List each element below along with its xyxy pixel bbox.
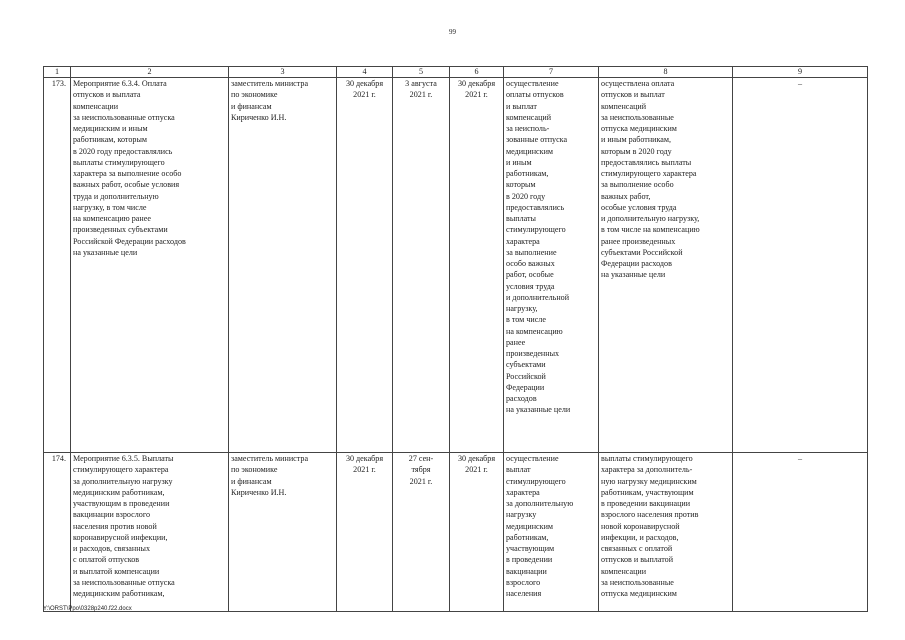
actual-date [393, 453, 450, 612]
text-line: стимулирующего [506, 225, 566, 235]
text-line: отпуска медицинским [601, 589, 677, 598]
text-line: 27 сен- [408, 454, 434, 463]
text-line: труда и дополнительную [73, 191, 159, 201]
deadline-date [450, 453, 504, 612]
text-line: Российской [506, 371, 546, 381]
text-line: и дополнительной [506, 292, 570, 302]
note: – [733, 78, 868, 453]
text-line: новой коронавирусной [601, 521, 680, 531]
text-line: предоставлялись выплаты [601, 157, 692, 167]
text-line: в проведении [506, 555, 553, 565]
row-number: 174. [44, 453, 71, 612]
text-line: произведенных [506, 349, 560, 358]
text-line: взрослого [506, 577, 541, 587]
text-line: работ, особые [506, 270, 554, 280]
text-line: характера [506, 487, 540, 497]
text-line: в том числе [506, 315, 546, 325]
column-number: 9 [733, 67, 868, 78]
text-line: работникам, которым [73, 135, 148, 145]
text-line: осуществление [506, 79, 559, 88]
text-line: 30 декабря [345, 454, 384, 463]
text-line: в проведении вакцинации [601, 499, 691, 508]
text-line: характера [506, 236, 540, 246]
planned-date [337, 453, 393, 612]
note: – [733, 453, 868, 612]
text-line: нагрузку, [506, 304, 538, 313]
column-number: 1 [44, 67, 71, 78]
text-line: участвующим [506, 544, 555, 553]
text-line: вакцинации [506, 566, 547, 576]
text-line: и дополнительную нагрузку, [601, 214, 700, 223]
text-line: за неиспользованные [601, 577, 674, 587]
text-line: компенсации [601, 566, 647, 576]
text-line: 2021 г. [465, 90, 488, 100]
text-line: в том числе на компенсацию [601, 225, 700, 235]
text-line: на компенсацию [506, 326, 563, 336]
page-number: 99 [449, 28, 456, 36]
text-line: которым [506, 180, 536, 190]
text-line: взрослого населения против [601, 510, 699, 520]
text-line: по экономике [231, 90, 278, 100]
text-line: медицинским [506, 146, 554, 156]
file-path-footer: Y:\ORST\Ppo\0328p240.f22.docx [43, 606, 132, 612]
text-line: ранее [506, 337, 526, 347]
text-line: субъектами [506, 360, 546, 370]
text-line: произведенных субъектами [73, 225, 168, 235]
measure-description [71, 78, 229, 453]
text-line: Мероприятие 6.3.4. Оплата [73, 79, 167, 88]
text-line: Кириченко И.Н. [231, 487, 287, 497]
text-line: 2021 г. [353, 465, 376, 475]
planned-date [337, 78, 393, 453]
text-line: выплаты [506, 214, 536, 223]
text-line: заместитель министра [231, 79, 309, 88]
text-line: вакцинации взрослого [73, 510, 151, 520]
text-line: по экономике [231, 465, 278, 475]
text-line: характера за дополнитель- [601, 465, 693, 475]
text-line: важных работ, [601, 191, 651, 201]
text-line: Федерации [506, 382, 545, 392]
text-line: за неиспользованные [601, 112, 674, 122]
text-line: осуществление [506, 454, 559, 463]
measures-table [43, 66, 868, 612]
text-line: медицинским [506, 521, 554, 531]
text-line: участвующим в проведении [73, 499, 170, 508]
text-line: на указанные цели [73, 247, 138, 257]
text-line: выплат [506, 465, 531, 475]
table-row [44, 78, 868, 453]
text-line: ранее произведенных [601, 236, 676, 246]
text-line: с оплатой отпусков [73, 555, 140, 565]
text-line: работникам, участвующим [601, 487, 694, 497]
text-line: на указанные цели [601, 270, 666, 280]
text-line: и иным работникам, [601, 135, 672, 145]
text-line: отпуска медицинским [601, 124, 677, 133]
text-line: компенсации [73, 101, 119, 111]
text-line: за неисполь- [506, 124, 550, 133]
table-row [44, 453, 868, 612]
text-line: на указанные цели [506, 405, 571, 415]
text-line: 2021 г. [353, 90, 376, 100]
text-line: за неиспользованные отпуска [73, 577, 175, 587]
text-line: и выплат [506, 101, 537, 111]
text-line: предоставлялись [506, 202, 565, 212]
text-line: и финансам [231, 101, 272, 111]
text-line: стимулирующего характера [73, 465, 169, 475]
column-number: 4 [337, 67, 393, 78]
text-line: Федерации расходов [601, 259, 672, 268]
text-line: отпусков и выплатой [601, 555, 674, 565]
text-line: ную нагрузку медицинским [601, 476, 697, 486]
actual-result [599, 78, 733, 453]
text-line: за дополнительную [506, 499, 574, 508]
text-line: 30 декабря [345, 79, 384, 88]
text-line: компенсаций [601, 101, 647, 111]
column-number: 3 [229, 67, 337, 78]
text-line: субъектами Российской [601, 247, 683, 257]
text-line: нагрузку [506, 510, 537, 520]
text-line: 2021 г. [465, 465, 488, 475]
text-line: и расходов, связанных [73, 544, 151, 553]
text-line: и финансам [231, 476, 272, 486]
text-line: связанных с оплатой [601, 544, 673, 553]
expected-result [504, 453, 599, 612]
text-line: выплаты стимулирующего [73, 157, 165, 167]
column-number: 5 [393, 67, 450, 78]
expected-result [504, 78, 599, 453]
text-line: стимулирующего характера [601, 169, 697, 178]
text-line: выплаты стимулирующего [601, 454, 693, 463]
text-line: Кириченко И.Н. [231, 112, 287, 122]
text-line: Российской Федерации расходов [73, 236, 186, 246]
text-line: за выполнение особо [601, 180, 674, 190]
text-line: осуществлена оплата [601, 79, 675, 88]
text-line: за дополнительную нагрузку [73, 476, 173, 486]
text-line: медицинским работникам, [73, 487, 165, 497]
actual-result [599, 453, 733, 612]
text-line: условия труда [506, 281, 555, 291]
deadline-date [450, 78, 504, 453]
text-line: и выплатой компенсации [73, 566, 160, 576]
text-line: оплаты отпусков [506, 90, 564, 100]
column-number: 6 [450, 67, 504, 78]
text-line: работникам, [506, 532, 549, 542]
measure-description [71, 453, 229, 612]
column-number: 8 [599, 67, 733, 78]
responsible-person [229, 453, 337, 612]
column-number: 2 [71, 67, 229, 78]
text-line: нагрузку, в том числе [73, 202, 147, 212]
text-line: 2021 г. [409, 90, 433, 100]
text-line: заместитель министра [231, 454, 309, 463]
column-number: 7 [504, 67, 599, 78]
text-line: 3 августа [405, 79, 437, 88]
text-line: медицинским работникам, [73, 589, 165, 598]
text-line: инфекции, и расходов, [601, 532, 679, 542]
text-line: зованные отпуска [506, 135, 568, 145]
text-line: 2021 г. [409, 476, 433, 486]
text-line: важных работ, особые условия [73, 180, 180, 190]
row-number: 173. [44, 78, 71, 453]
text-line: особо важных [506, 259, 555, 268]
text-line: характера за выполнение особо [73, 169, 182, 178]
text-line: населения [506, 589, 542, 598]
text-line: 30 декабря [457, 454, 496, 463]
text-line: на компенсацию ранее [73, 214, 151, 223]
text-line: медицинским и иным [73, 124, 148, 133]
text-line: работникам, [506, 169, 549, 178]
text-line: коронавирусной инфекции, [73, 532, 168, 542]
text-line: стимулирующего [506, 476, 566, 486]
text-line: которым в 2020 году [601, 146, 672, 156]
text-line: тября [411, 465, 431, 475]
text-line: за неиспользованные отпуска [73, 112, 175, 122]
text-line: и иным [506, 157, 532, 167]
text-line: в 2020 году [506, 191, 546, 201]
text-line: компенсаций [506, 112, 552, 122]
text-line: за выполнение [506, 247, 557, 257]
text-line: отпусков и выплата [73, 90, 141, 100]
header-row [44, 67, 868, 78]
actual-date [393, 78, 450, 453]
text-line: отпусков и выплат [601, 90, 665, 100]
text-line: особые условия труда [601, 202, 677, 212]
text-line: расходов [506, 394, 537, 403]
responsible-person [229, 78, 337, 453]
text-line: 30 декабря [457, 79, 496, 88]
text-line: населения против новой [73, 521, 157, 531]
text-line: Мероприятие 6.3.5. Выплаты [73, 454, 174, 463]
text-line: в 2020 году предоставлялись [73, 146, 173, 156]
